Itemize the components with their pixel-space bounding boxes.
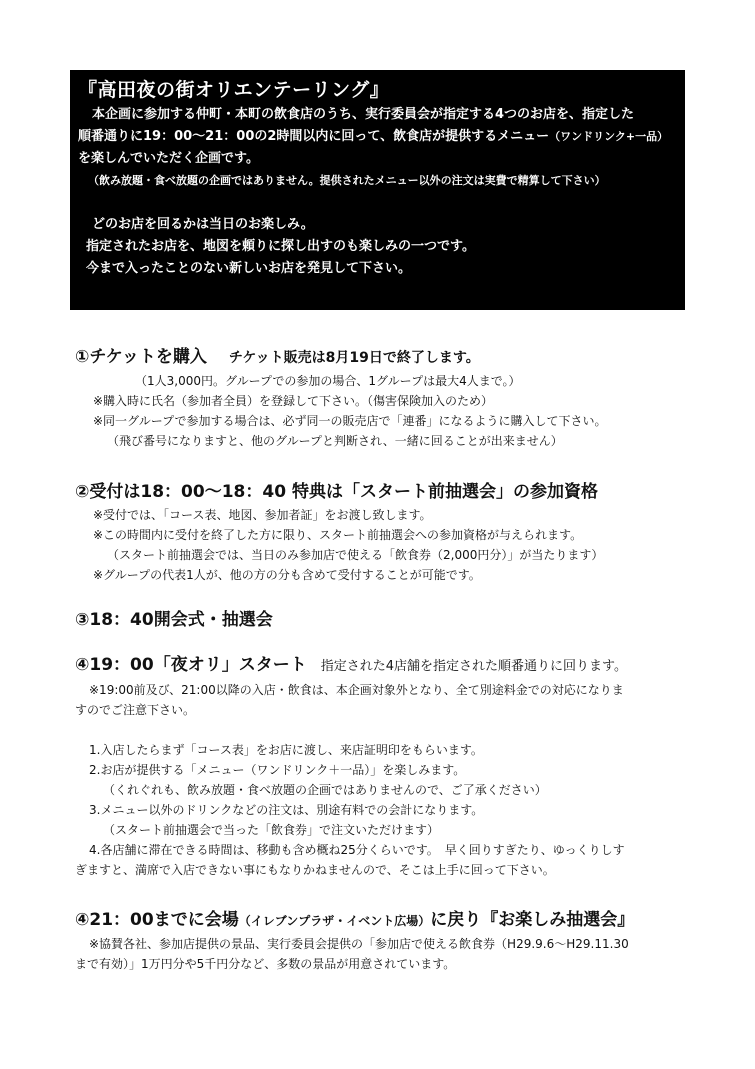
start-step-1: 1.入店したらまず「コース表」をお店に渡し、来店証明印をもらいます。 xyxy=(89,743,483,757)
ticket-note-1: ※購入時に氏名（参加者全員）を登録して下さい。（傷害保険加入のため） xyxy=(93,394,494,408)
lottery-note-2: まで有効）」1万円分や5千円分など、多数の景品が用意されています。 xyxy=(75,957,456,971)
intro-line-1: 本企画に参加する仲町・本町の飲食店のうち、実行委員会が指定する4つのお店を、指定した xyxy=(92,107,635,122)
start-step-4-cont: ぎますと、満席で入店できない事にもなりかねませんので、そこは上手に回って下さい。 xyxy=(75,863,555,877)
intro-line-6: 指定されたお店を、地図を頼りに探し出すのも楽しみの一つです。 xyxy=(86,239,475,254)
intro-line-2 xyxy=(78,126,677,148)
lottery-heading-a: ④21：00までに会場 xyxy=(75,910,239,930)
intro-line-7: 今まで入ったことのない新しいお店を発見して下さい。 xyxy=(86,261,412,276)
start-sub: 指定された4店舗を指定された順番通りに回ります。 xyxy=(320,659,627,674)
start-heading-row xyxy=(75,652,700,680)
ticket-price: （1人3,000円。グループでの参加の場合、1グループは最大4人まで。） xyxy=(135,374,521,388)
reception-heading: ②受付は18：00～18：40 特典は「スタート前抽選会」の参加資格 xyxy=(75,482,598,502)
section-reception xyxy=(75,479,695,585)
section-start xyxy=(75,652,700,880)
intro-note: （飲み放題・食べ放題の企画ではありません。提供されたメニュー以外の注文は実費で精算して下さい） xyxy=(88,174,606,187)
start-step-3: 3.メニュー以外のドリンクなどの注文は、別途有料での会計になります。 xyxy=(89,803,484,817)
section-opening xyxy=(75,607,695,633)
section-ticket-heading xyxy=(75,344,695,371)
start-heading: ④19：00「夜オリ」スタート xyxy=(75,655,307,675)
reception-note-3: （スタート前抽選会では、当日のみ参加店で使える「飲食券（2,000円分）」が当たります） xyxy=(107,548,604,562)
ticket-note-2: ※同一グループで参加する場合は、必ず同一の販売店で「連番」になるように購入して下さい。 xyxy=(93,414,607,428)
intro-line-2-menu: （ワンドリンク+一品） xyxy=(549,130,669,143)
event-title: 『高田夜の街オリエンテーリング』 xyxy=(78,79,390,101)
lottery-note-1: ※協賛各社、参加店提供の景品、実行委員会提供の「参加店で使える飲食券（H29.9.6～H29.11.30 xyxy=(89,937,629,951)
ticket-heading: ①チケットを購入 xyxy=(75,347,207,367)
ticket-note-3: （飛び番号になりますと、他のグループと判断され、一緒に回ることが出来ません） xyxy=(107,434,563,448)
section-lottery xyxy=(75,907,700,974)
lottery-venue: （イレブンプラザ・イベント広場） xyxy=(238,914,431,928)
ticket-deadline: チケット販売は8月19日で終了します。 xyxy=(228,350,480,366)
reception-note-1: ※受付では、「コース表、地図、参加者証」をお渡し致します。 xyxy=(93,508,432,522)
reception-note-4: ※グループの代表1人が、他の方の分も含めて受付することが可能です。 xyxy=(93,568,481,582)
section-ticket xyxy=(75,344,695,451)
start-note-1: ※19:00前及び、21:00以降の入店・飲食は、本企画対象外となり、全て別途料金での対応になりま xyxy=(89,683,624,697)
start-step-2: 2.お店が提供する「メニュー（ワンドリンク＋一品）」を楽しみます。 xyxy=(89,763,466,777)
opening-heading: ③18：40開会式・抽選会 xyxy=(75,610,273,630)
lottery-heading xyxy=(75,907,700,934)
lottery-heading-c: に戻り『お楽しみ抽選会』 xyxy=(430,910,635,930)
intro-line-3: を楽しんでいただく企画です。 xyxy=(78,151,259,166)
start-step-3-note: （スタート前抽選会で当った「飲食券」で注文いただけます） xyxy=(103,823,440,837)
reception-note-2: ※この時間内に受付を終了した方に限り、スタート前抽選会への参加資格が与えられます。 xyxy=(93,528,583,542)
intro-box xyxy=(70,70,685,310)
start-step-4: 4.各店舗に滞在できる時間は、移動も含め概ね25分くらいです。 早く回りすぎたり、ゆっくりしす xyxy=(89,843,625,857)
start-step-2-note: （くれぐれも、飲み放題・食べ放題の企画ではありませんので、ご了承ください） xyxy=(103,783,547,797)
intro-line-5: どのお店を回るかは当日のお楽しみ。 xyxy=(92,217,314,232)
intro-line-2-text: 順番通りに19：00～21：00の2時間以内に回って、飲食店が提供するメニュー xyxy=(78,129,550,144)
start-note-2: すのでご注意下さい。 xyxy=(75,703,196,717)
